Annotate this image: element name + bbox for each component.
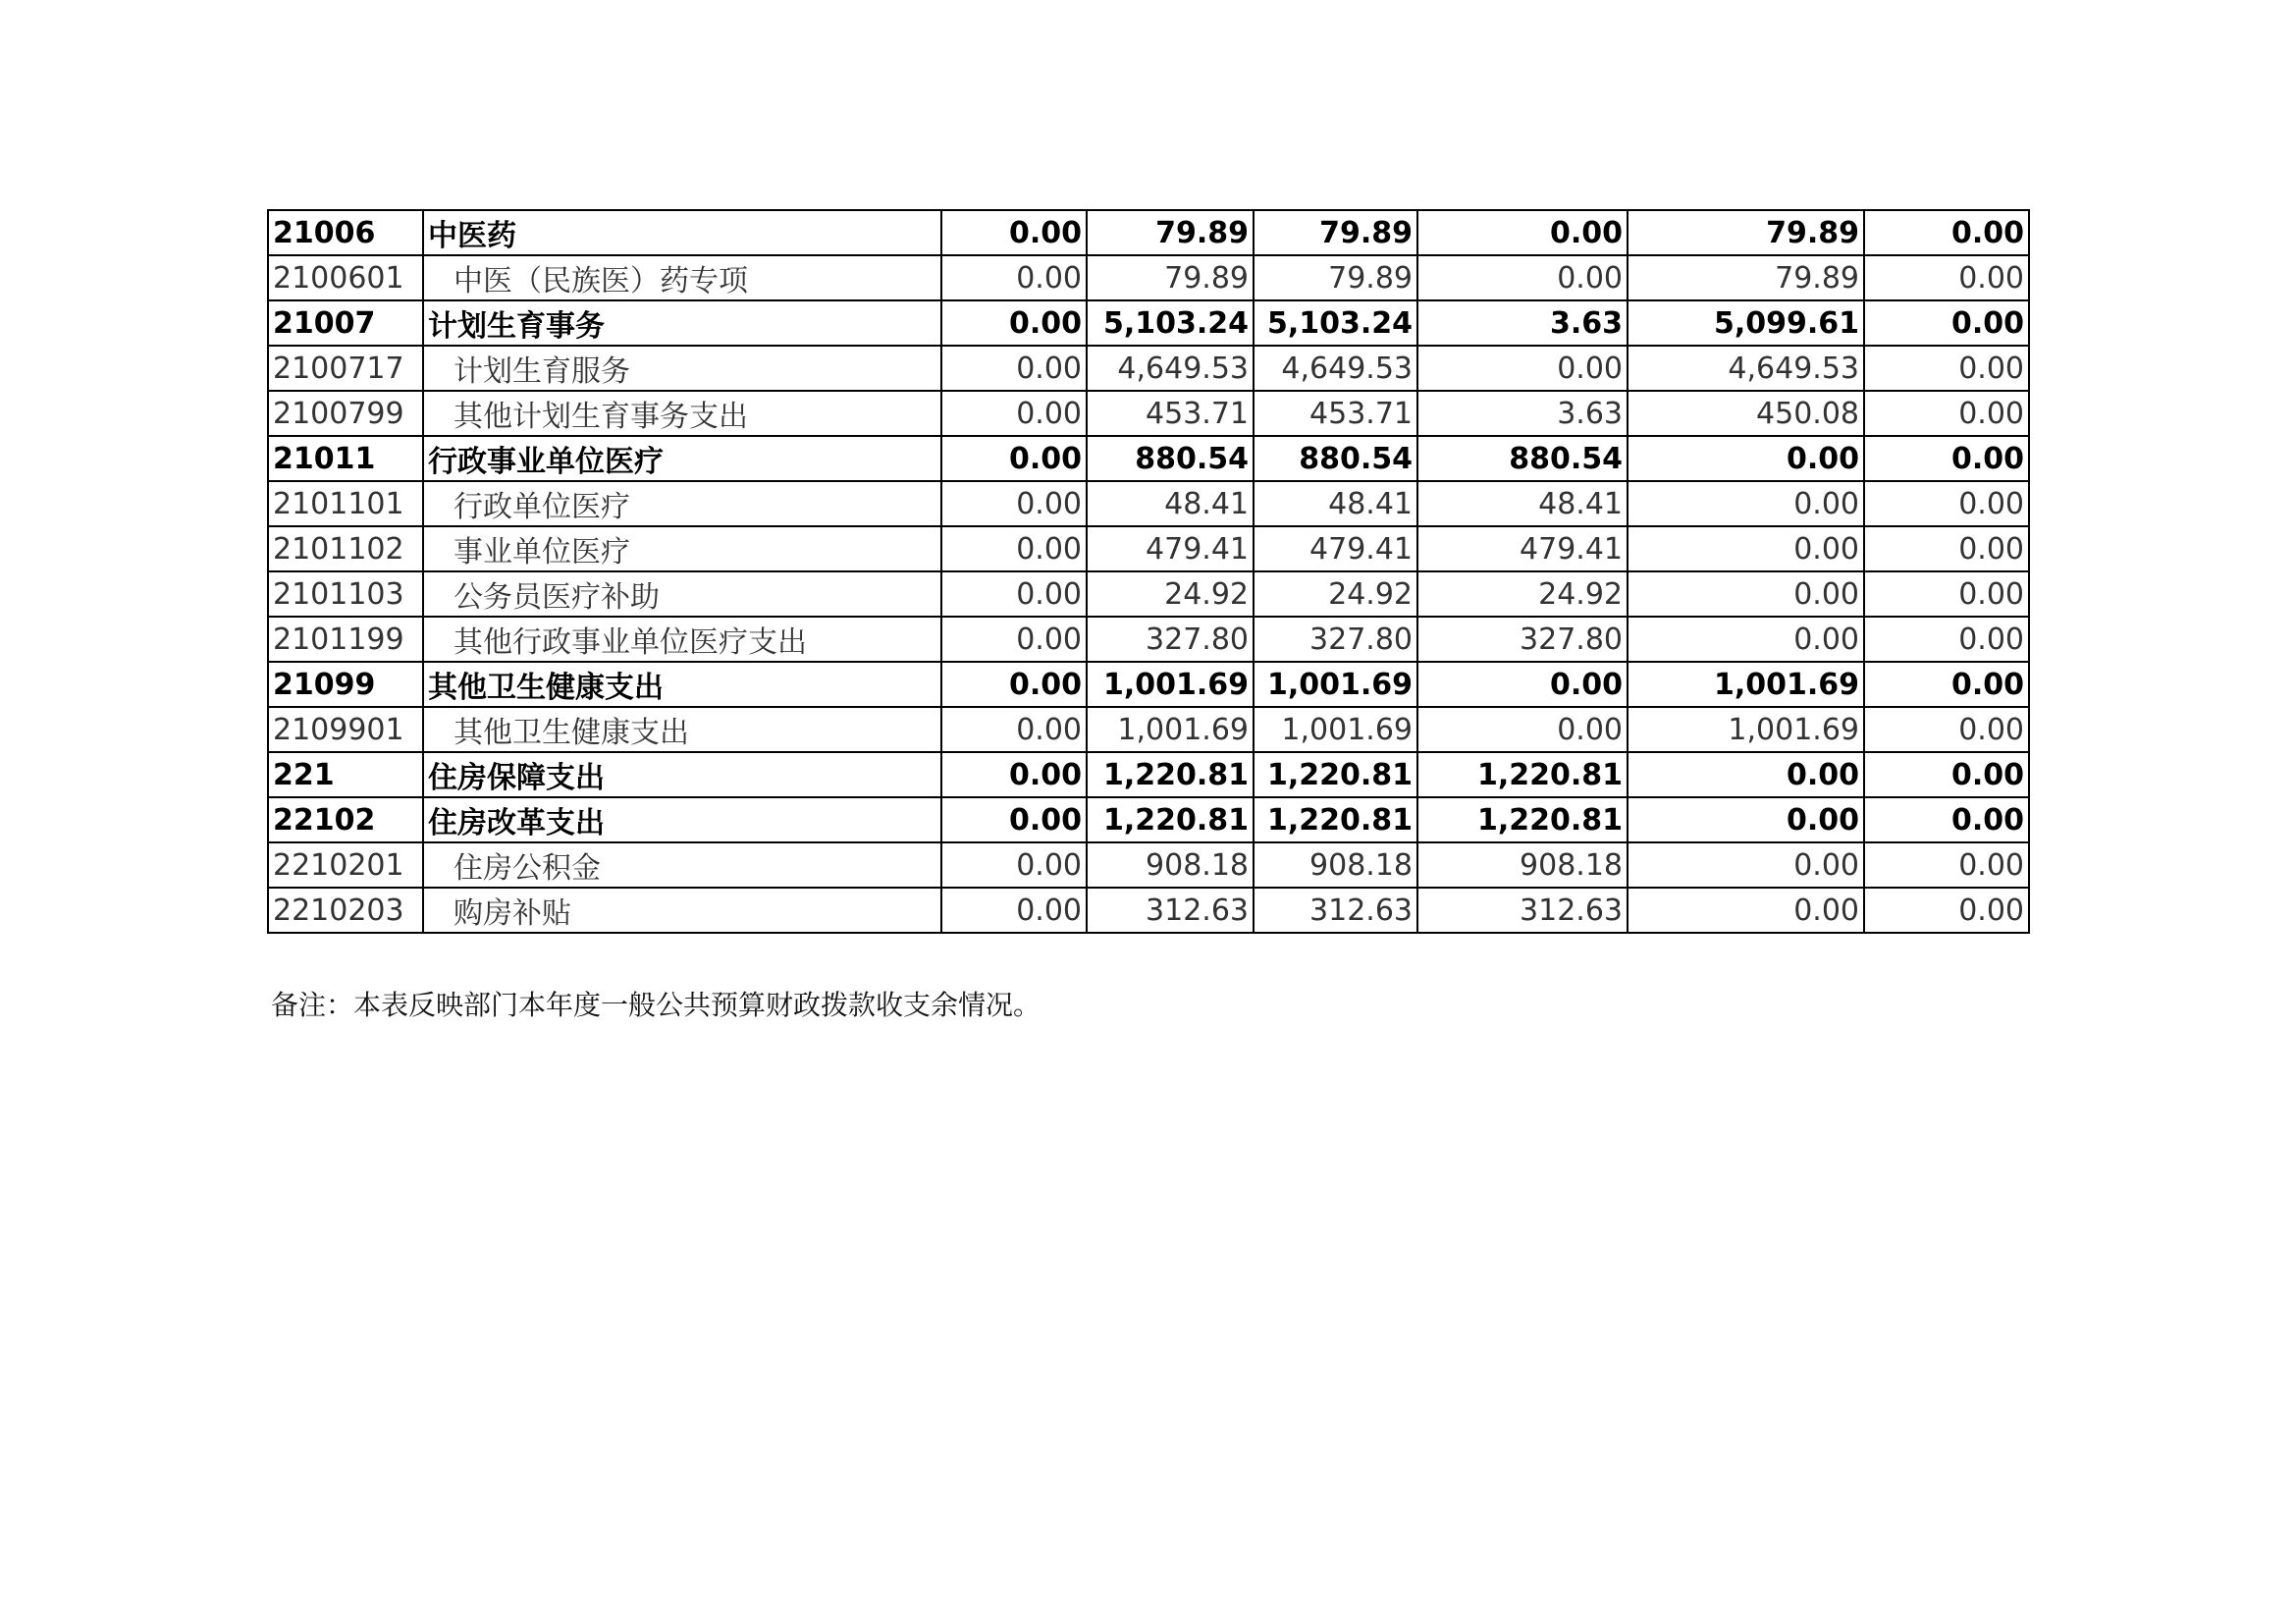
amount-cell: 0.00 — [941, 300, 1087, 346]
subject-code-cell: 2101103 — [268, 571, 423, 617]
amount-cell: 0.00 — [941, 571, 1087, 617]
amount-cell: 312.63 — [1417, 888, 1628, 933]
amount-cell: 0.00 — [941, 617, 1087, 662]
subject-name-cell: 住房公积金 — [423, 842, 941, 888]
amount-cell: 880.54 — [1254, 436, 1417, 481]
table-row — [268, 346, 2029, 391]
subject-name-cell: 行政单位医疗 — [423, 481, 941, 526]
amount-cell: 479.41 — [1417, 526, 1628, 571]
amount-cell: 453.71 — [1254, 391, 1417, 436]
subject-code-cell: 2101102 — [268, 526, 423, 571]
amount-cell: 0.00 — [941, 436, 1087, 481]
table-row — [268, 391, 2029, 436]
table-row — [268, 255, 2029, 300]
subject-code-cell: 2100601 — [268, 255, 423, 300]
amount-cell: 0.00 — [1417, 346, 1628, 391]
amount-cell: 1,220.81 — [1087, 797, 1254, 842]
amount-cell: 0.00 — [941, 526, 1087, 571]
subject-name-cell: 住房保障支出 — [423, 752, 941, 797]
amount-cell: 0.00 — [1864, 526, 2029, 571]
table-row — [268, 842, 2029, 888]
table-row — [268, 888, 2029, 933]
amount-cell: 0.00 — [1864, 707, 2029, 752]
amount-cell: 327.80 — [1087, 617, 1254, 662]
amount-cell: 0.00 — [1417, 662, 1628, 707]
amount-cell: 1,220.81 — [1254, 797, 1417, 842]
amount-cell: 0.00 — [941, 662, 1087, 707]
subject-name-cell: 购房补贴 — [423, 888, 941, 933]
amount-cell: 48.41 — [1254, 481, 1417, 526]
subject-name-cell: 中医（民族医）药专项 — [423, 255, 941, 300]
amount-cell: 48.41 — [1087, 481, 1254, 526]
table-row — [268, 436, 2029, 481]
subject-name-cell: 住房改革支出 — [423, 797, 941, 842]
table-row — [268, 300, 2029, 346]
amount-cell: 0.00 — [941, 842, 1087, 888]
amount-cell: 5,099.61 — [1628, 300, 1864, 346]
amount-cell: 0.00 — [1864, 842, 2029, 888]
table-row — [268, 617, 2029, 662]
subject-code-cell: 22102 — [268, 797, 423, 842]
amount-cell: 0.00 — [941, 707, 1087, 752]
amount-cell: 0.00 — [1628, 481, 1864, 526]
amount-cell: 24.92 — [1087, 571, 1254, 617]
amount-cell: 0.00 — [1417, 707, 1628, 752]
subject-code-cell: 21011 — [268, 436, 423, 481]
amount-cell: 0.00 — [1628, 752, 1864, 797]
amount-cell: 312.63 — [1254, 888, 1417, 933]
amount-cell: 79.89 — [1087, 255, 1254, 300]
subject-code-cell: 2210201 — [268, 842, 423, 888]
amount-cell: 0.00 — [1864, 391, 2029, 436]
amount-cell: 1,001.69 — [1087, 662, 1254, 707]
table-row — [268, 797, 2029, 842]
amount-cell: 79.89 — [1087, 210, 1254, 255]
amount-cell: 24.92 — [1417, 571, 1628, 617]
subject-name-cell: 计划生育服务 — [423, 346, 941, 391]
amount-cell: 79.89 — [1254, 255, 1417, 300]
amount-cell: 0.00 — [1864, 617, 2029, 662]
subject-code-cell: 21099 — [268, 662, 423, 707]
amount-cell: 0.00 — [941, 255, 1087, 300]
amount-cell: 4,649.53 — [1254, 346, 1417, 391]
amount-cell: 1,001.69 — [1628, 707, 1864, 752]
amount-cell: 908.18 — [1417, 842, 1628, 888]
amount-cell: 0.00 — [1864, 662, 2029, 707]
amount-cell: 5,103.24 — [1087, 300, 1254, 346]
amount-cell: 0.00 — [1628, 617, 1864, 662]
amount-cell: 908.18 — [1254, 842, 1417, 888]
amount-cell: 880.54 — [1087, 436, 1254, 481]
amount-cell: 0.00 — [1864, 571, 2029, 617]
table-body — [268, 210, 2029, 933]
amount-cell: 1,220.81 — [1254, 752, 1417, 797]
amount-cell: 1,001.69 — [1087, 707, 1254, 752]
amount-cell: 0.00 — [941, 888, 1087, 933]
amount-cell: 908.18 — [1087, 842, 1254, 888]
amount-cell: 479.41 — [1087, 526, 1254, 571]
amount-cell: 0.00 — [1864, 346, 2029, 391]
subject-code-cell: 221 — [268, 752, 423, 797]
table-row — [268, 707, 2029, 752]
amount-cell: 5,103.24 — [1254, 300, 1417, 346]
amount-cell: 0.00 — [941, 752, 1087, 797]
amount-cell: 1,220.81 — [1417, 797, 1628, 842]
amount-cell: 4,649.53 — [1087, 346, 1254, 391]
amount-cell: 0.00 — [1417, 210, 1628, 255]
amount-cell: 0.00 — [1417, 255, 1628, 300]
amount-cell: 24.92 — [1254, 571, 1417, 617]
amount-cell: 3.63 — [1417, 391, 1628, 436]
amount-cell: 0.00 — [1864, 255, 2029, 300]
amount-cell: 0.00 — [1864, 752, 2029, 797]
subject-name-cell: 其他卫生健康支出 — [423, 707, 941, 752]
amount-cell: 1,001.69 — [1254, 662, 1417, 707]
amount-cell: 880.54 — [1417, 436, 1628, 481]
amount-cell: 0.00 — [941, 391, 1087, 436]
amount-cell: 1,220.81 — [1417, 752, 1628, 797]
amount-cell: 479.41 — [1254, 526, 1417, 571]
table-note: 备注：本表反映部门本年度一般公共预算财政拨款收支余情况。 — [271, 989, 1041, 1021]
subject-code-cell: 2100799 — [268, 391, 423, 436]
amount-cell: 0.00 — [1628, 842, 1864, 888]
subject-code-cell: 2101199 — [268, 617, 423, 662]
table-row — [268, 481, 2029, 526]
subject-name-cell: 公务员医疗补助 — [423, 571, 941, 617]
amount-cell: 0.00 — [941, 797, 1087, 842]
amount-cell: 0.00 — [941, 210, 1087, 255]
amount-cell: 0.00 — [1864, 797, 2029, 842]
amount-cell: 0.00 — [1864, 436, 2029, 481]
amount-cell: 0.00 — [1628, 571, 1864, 617]
subject-code-cell: 21007 — [268, 300, 423, 346]
amount-cell: 0.00 — [1628, 526, 1864, 571]
amount-cell: 1,220.81 — [1087, 752, 1254, 797]
amount-cell: 0.00 — [1628, 888, 1864, 933]
subject-name-cell: 其他卫生健康支出 — [423, 662, 941, 707]
amount-cell: 0.00 — [1864, 888, 2029, 933]
amount-cell: 3.63 — [1417, 300, 1628, 346]
amount-cell: 327.80 — [1254, 617, 1417, 662]
amount-cell: 1,001.69 — [1254, 707, 1417, 752]
subject-name-cell: 中医药 — [423, 210, 941, 255]
subject-name-cell: 行政事业单位医疗 — [423, 436, 941, 481]
subject-code-cell: 21006 — [268, 210, 423, 255]
subject-name-cell: 其他计划生育事务支出 — [423, 391, 941, 436]
table-row — [268, 526, 2029, 571]
table-row — [268, 210, 2029, 255]
amount-cell: 0.00 — [1628, 797, 1864, 842]
amount-cell: 450.08 — [1628, 391, 1864, 436]
subject-code-cell: 2109901 — [268, 707, 423, 752]
amount-cell: 79.89 — [1628, 210, 1864, 255]
amount-cell: 453.71 — [1087, 391, 1254, 436]
subject-name-cell: 其他行政事业单位医疗支出 — [423, 617, 941, 662]
amount-cell: 0.00 — [941, 346, 1087, 391]
amount-cell: 0.00 — [1628, 436, 1864, 481]
amount-cell: 48.41 — [1417, 481, 1628, 526]
subject-code-cell: 2100717 — [268, 346, 423, 391]
amount-cell: 1,001.69 — [1628, 662, 1864, 707]
amount-cell: 312.63 — [1087, 888, 1254, 933]
amount-cell: 79.89 — [1254, 210, 1417, 255]
budget-table-container — [267, 209, 2028, 934]
subject-name-cell: 事业单位医疗 — [423, 526, 941, 571]
amount-cell: 79.89 — [1628, 255, 1864, 300]
subject-code-cell: 2101101 — [268, 481, 423, 526]
subject-code-cell: 2210203 — [268, 888, 423, 933]
subject-name-cell: 计划生育事务 — [423, 300, 941, 346]
amount-cell: 0.00 — [1864, 300, 2029, 346]
table-row — [268, 752, 2029, 797]
table-row — [268, 571, 2029, 617]
table-row — [268, 662, 2029, 707]
budget-table — [267, 209, 2030, 934]
amount-cell: 0.00 — [1864, 481, 2029, 526]
amount-cell: 0.00 — [941, 481, 1087, 526]
amount-cell: 327.80 — [1417, 617, 1628, 662]
amount-cell: 4,649.53 — [1628, 346, 1864, 391]
amount-cell: 0.00 — [1864, 210, 2029, 255]
